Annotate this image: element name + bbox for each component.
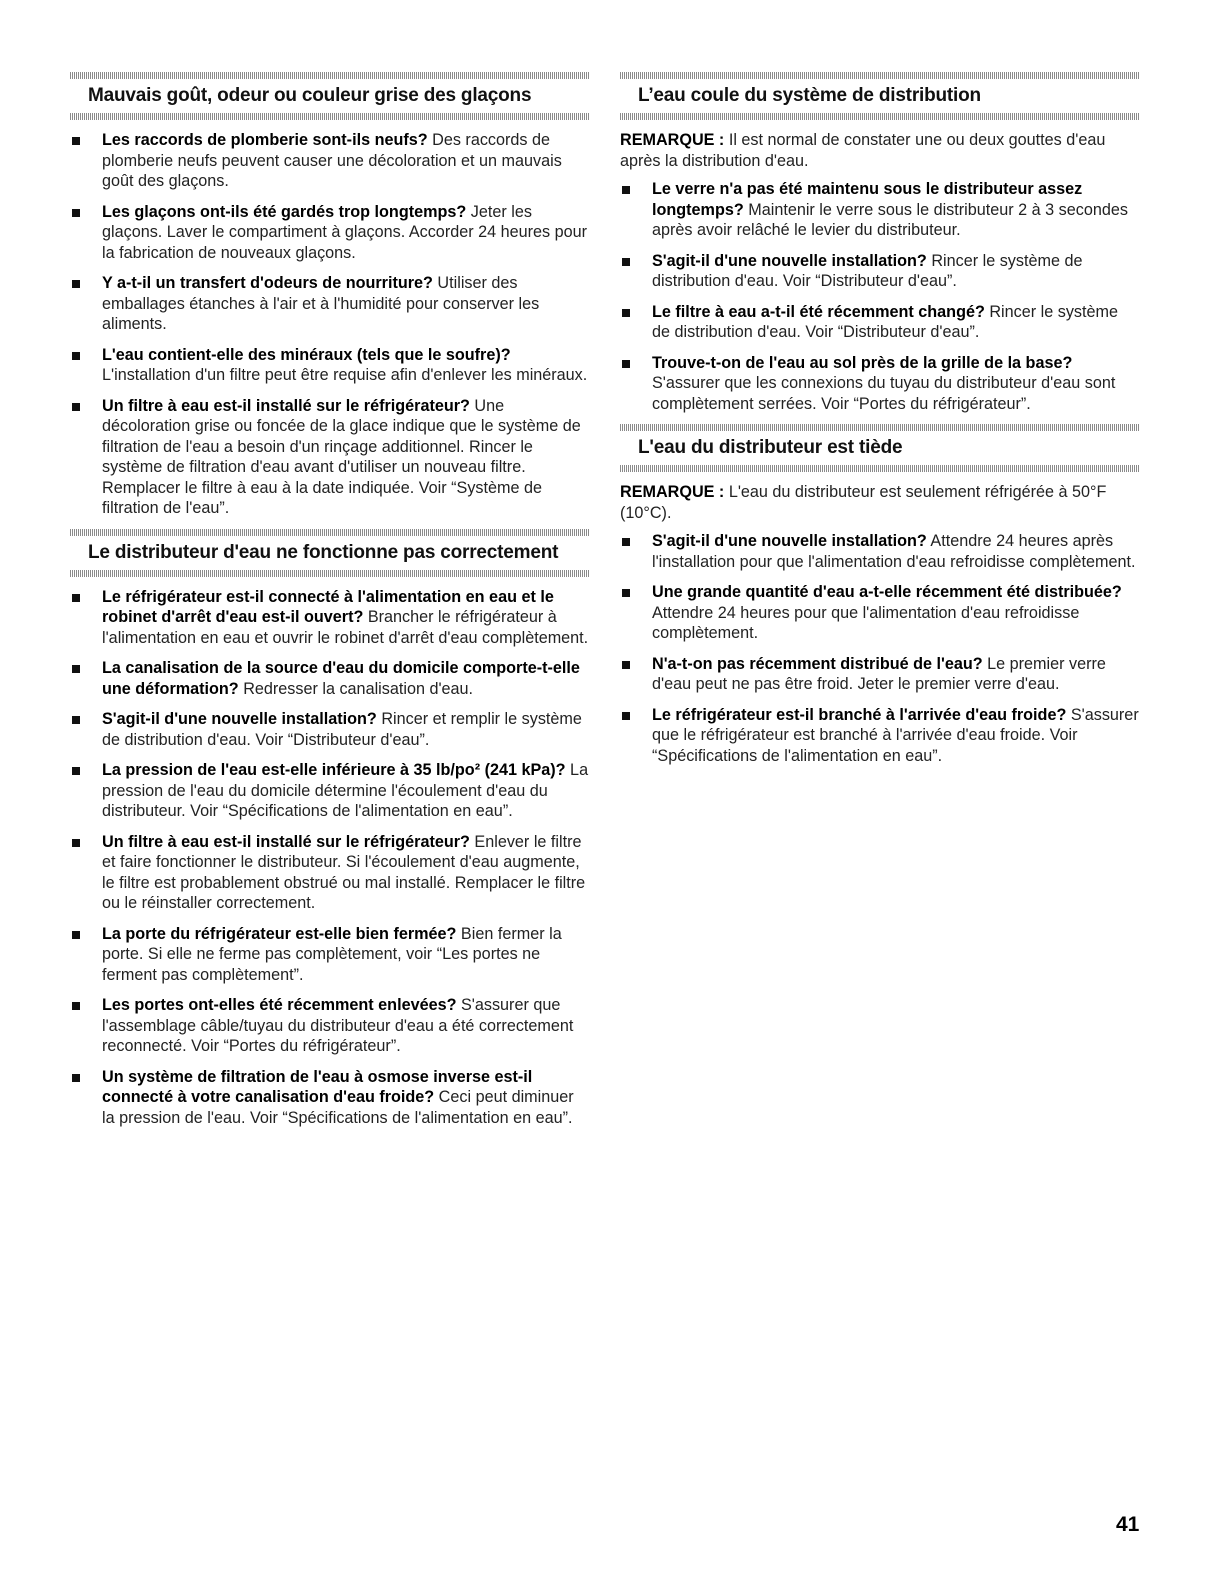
list-item [70, 658, 590, 699]
answer: La pression de l'eau du domicile détermine l'écoulement d'eau du distributeur. Voir “Spécifications de l'alimentation en eau”. [102, 761, 589, 820]
answer: Bien fermer la porte. Si elle ne ferme pas complètement, voir “Les portes ne ferment pas complètement”. [102, 924, 562, 984]
answer: S'assurer que le réfrigérateur est branché à l'arrivée d'eau froide. Voir “Spécifications de l'alimentation en eau”. [652, 705, 1139, 765]
answer: Ceci peut diminuer la pression de l'eau. Voir “Spécifications de l'alimentation en eau”. [102, 1088, 574, 1127]
answer: Attendre 24 heures après l'installation pour que l'alimentation d'eau refroidisse complètement. [652, 532, 1136, 571]
question: Le réfrigérateur est-il branché à l'arrivée d'eau froide? [652, 705, 1067, 724]
section-title: Mauvais goût, odeur ou couleur grise des glaçons [88, 85, 532, 106]
answer: Attendre 24 heures pour que l'alimentation d'eau refroidisse complètement. [652, 603, 1080, 642]
list-item [70, 760, 590, 822]
section-rule-top [70, 72, 590, 79]
answer: Rincer le système de distribution d'eau. Voir “Distributeur d'eau”. [652, 302, 1118, 341]
troubleshooting-list [70, 130, 590, 519]
question: Les raccords de plomberie sont-ils neufs? [102, 131, 428, 149]
list-item [620, 654, 1140, 695]
question: Un filtre à eau est-il installé sur le réfrigérateur? [102, 832, 470, 851]
note-label: REMARQUE : [620, 483, 725, 501]
answer: Des raccords de plomberie neufs peuvent causer une décoloration et un mauvais goût des glaçons. [102, 131, 562, 190]
section-title: Le distributeur d'eau ne fonctionne pas correctement [88, 541, 559, 563]
list-item [70, 273, 590, 335]
section-water-leaks [620, 72, 1140, 414]
answer: Brancher le réfrigérateur à l'alimentation en eau et ouvrir le robinet d'arrêt d'eau complètement. [102, 608, 589, 647]
section-rule-bottom [70, 570, 590, 577]
list-item [70, 709, 590, 750]
question: Les glaçons ont-ils été gardés trop longtemps? [102, 202, 467, 221]
right-column [620, 72, 1140, 776]
answer: L'installation d'un filtre peut être requise afin d'enlever les minéraux. [102, 366, 588, 384]
list-item [70, 1067, 590, 1129]
note [620, 482, 1140, 523]
section-rule-bottom [620, 465, 1140, 472]
left-column [70, 72, 590, 1138]
list-item [620, 582, 1140, 644]
page-number: 41 [1116, 1513, 1140, 1536]
question: Le filtre à eau a-t-il été récemment changé? [652, 302, 985, 321]
list-item [620, 251, 1140, 292]
question: S'agit-il d'une nouvelle installation? [102, 710, 377, 728]
question: La canalisation de la source d'eau du domicile comporte-t-elle une déformation? [102, 659, 580, 698]
section-rule-top [70, 529, 590, 536]
section-rule-top [620, 72, 1140, 79]
list-item [620, 302, 1140, 343]
section-rule-top [620, 424, 1140, 431]
list-item [70, 832, 590, 914]
question: Le réfrigérateur est-il connecté à l'alimentation en eau et le robinet d'arrêt d'eau est-il ouvert? [102, 587, 554, 626]
question: Trouve-t-on de l'eau au sol près de la grille de la base? [652, 353, 1073, 372]
answer: S'assurer que les connexions du tuyau du distributeur d'eau sont complètement serrées. Voir “Portes du réfrigérateur”. [652, 374, 1116, 413]
question: La porte du réfrigérateur est-elle bien fermée? [102, 924, 457, 943]
answer: Utiliser des emballages étanches à l'air et à l'humidité pour conserver les aliments. [102, 274, 540, 333]
list-item [70, 202, 590, 264]
question: Une grande quantité d'eau a-t-elle récemment été distribuée? [652, 583, 1122, 601]
section-rule-bottom [70, 113, 590, 120]
section-rule-bottom [620, 113, 1140, 120]
question: Un système de filtration de l'eau à osmose inverse est-il connecté à votre canalisation d'eau froide? [102, 1067, 533, 1106]
list-item [620, 179, 1140, 241]
list-item [70, 130, 590, 192]
question: Les portes ont-elles été récemment enlevées? [102, 996, 457, 1014]
answer: Maintenir le verre sous le distributeur 2 à 3 secondes après avoir relâché le levier du distributeur. [652, 200, 1128, 239]
answer: Rincer le système de distribution d'eau. Voir “Distributeur d'eau”. [652, 251, 1083, 290]
list-item [620, 705, 1140, 767]
troubleshooting-list [70, 587, 590, 1129]
section-title: L'eau du distributeur est tiède [638, 437, 903, 458]
question: Un filtre à eau est-il installé sur le réfrigérateur? [102, 396, 470, 415]
list-item [70, 345, 590, 386]
list-item [70, 995, 590, 1057]
question: S'agit-il d'une nouvelle installation? [652, 251, 927, 270]
list-item [70, 396, 590, 519]
list-item [70, 587, 590, 649]
question: L'eau contient-elle des minéraux (tels que le soufre)? [102, 345, 511, 364]
section-title: L’eau coule du système de distribution [638, 85, 981, 106]
troubleshooting-list [620, 531, 1140, 766]
note-text: Il est normal de constater une ou deux gouttes d'eau après la distribution d'eau. [620, 131, 1106, 170]
note-text: L'eau du distributeur est seulement réfrigérée à 50°F (10°C). [620, 483, 1107, 522]
answer: Rincer et remplir le système de distribution d'eau. Voir “Distributeur d'eau”. [102, 710, 582, 749]
section-ice-taste-odor [70, 72, 590, 519]
list-item [620, 353, 1140, 415]
note-label: REMARQUE : [620, 131, 725, 149]
answer: Une décoloration grise ou foncée de la glace indique que le système de filtration de l'eau a besoin d'un rinçage additionnel. Rincer le système de filtration d'eau avant d'utiliser un nouveau filtre. Remplacer le filtre à eau à la date indiquée. Voir “Système de filtration de l'eau”. [102, 396, 581, 517]
question: Le verre n'a pas été maintenu sous le distributeur assez longtemps? [652, 180, 1083, 219]
answer: S'assurer que l'assemblage câble/tuyau du distributeur d'eau a été correctement reconnecté. Voir “Portes du réfrigérateur”. [102, 996, 574, 1055]
answer: Redresser la canalisation d'eau. [238, 679, 474, 698]
question: La pression de l'eau est-elle inférieure à 35 lb/po² (241 kPa)? [102, 761, 566, 779]
note [620, 130, 1140, 171]
section-water-lukewarm [620, 424, 1140, 766]
section-dispenser-not-working [70, 529, 590, 1129]
answer: Enlever le filtre et faire fonctionner le distributeur. Si l'écoulement d'eau augmente, le filtre est probablement obstrué ou mal installé. Remplacer le filtre ou le réinstaller correctement. [102, 832, 586, 912]
question: N'a-t-on pas récemment distribué de l'eau? [652, 654, 983, 673]
question: Y a-t-il un transfert d'odeurs de nourriture? [102, 274, 433, 292]
question: S'agit-il d'une nouvelle installation? [652, 532, 927, 550]
list-item [70, 924, 590, 986]
answer: Jeter les glaçons. Laver le compartiment à glaçons. Accorder 24 heures pour la fabrication de nouveaux glaçons. [102, 202, 587, 262]
troubleshooting-list [620, 179, 1140, 414]
list-item [620, 531, 1140, 572]
answer: Le premier verre d'eau peut ne pas être froid. Jeter le premier verre d'eau. [652, 654, 1106, 693]
